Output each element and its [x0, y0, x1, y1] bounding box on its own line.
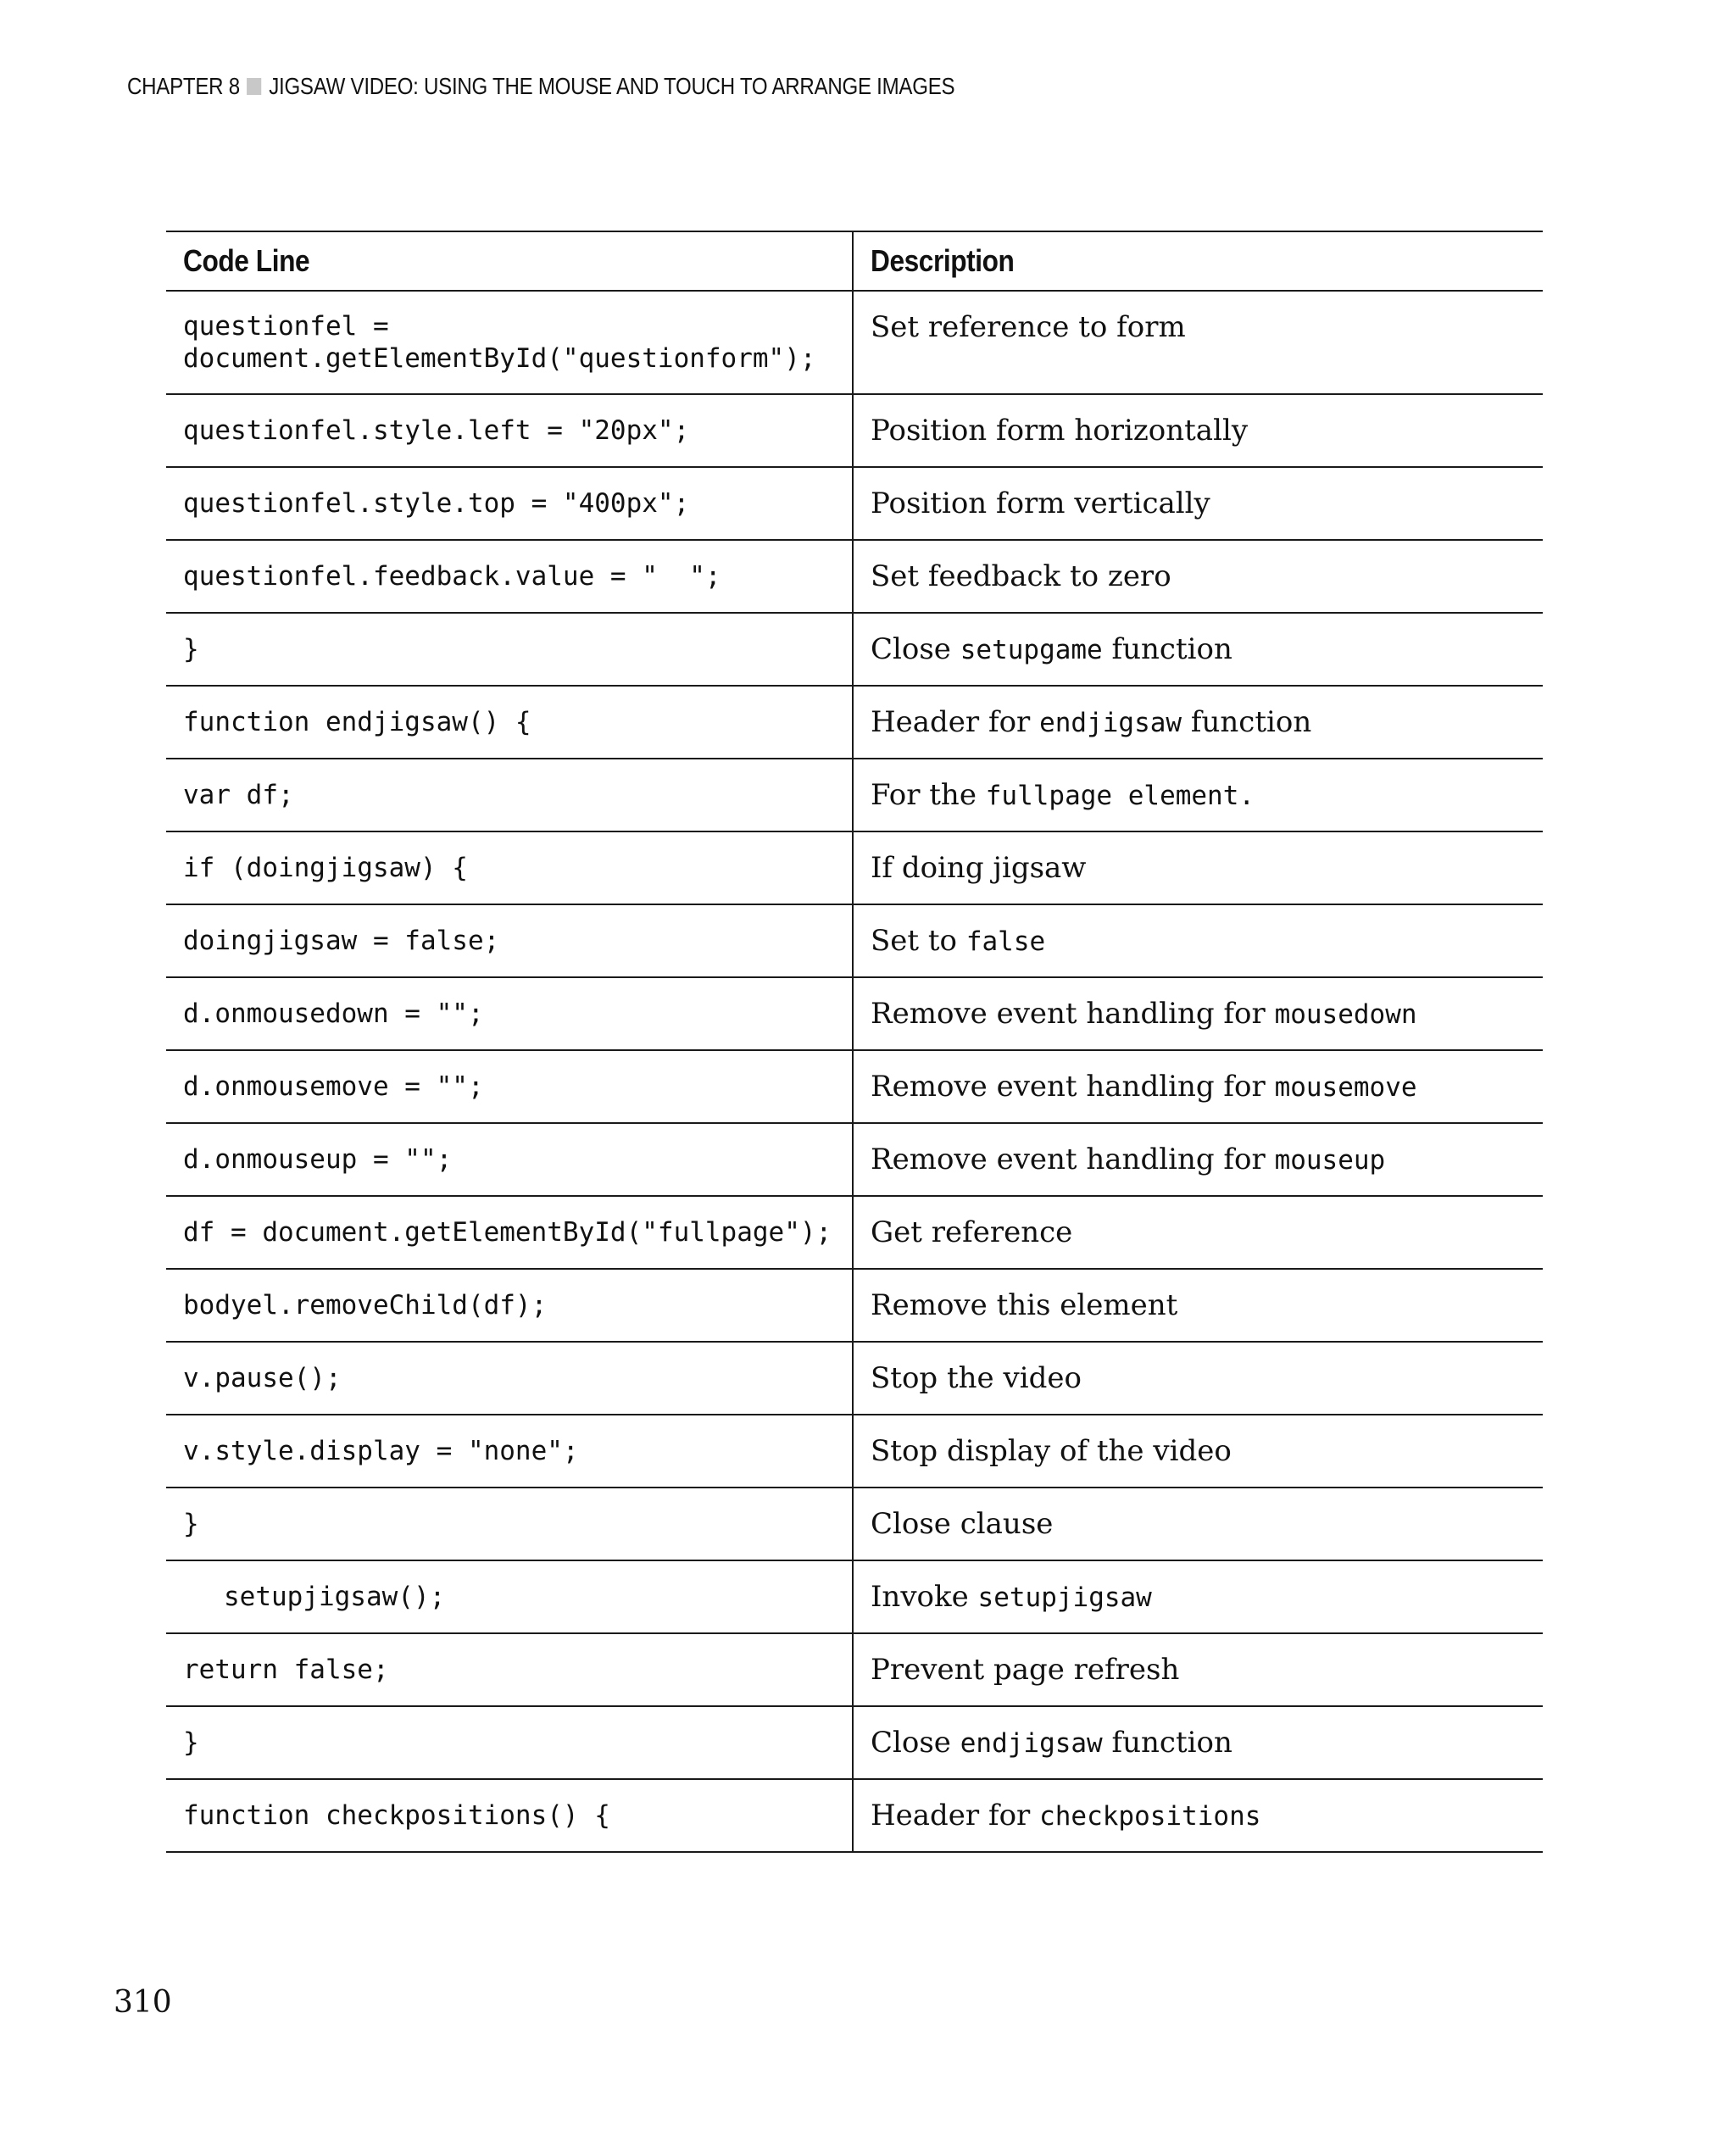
description-cell: Get reference — [871, 1215, 1073, 1249]
description-cell: Close clause — [871, 1506, 1054, 1541]
table-row — [166, 613, 1543, 686]
code-cell: var df; — [166, 759, 853, 831]
header-description: Description — [871, 243, 1015, 278]
code-cell: if (doingjigsaw) { — [166, 831, 853, 904]
description-cell: If doing jigsaw — [871, 850, 1087, 885]
description-cell: Close setupgame function — [871, 631, 1232, 666]
code-cell: d.onmousemove = ""; — [166, 1050, 853, 1123]
code-cell: } — [166, 613, 853, 686]
code-cell: d.onmouseup = ""; — [166, 1123, 853, 1196]
table-row — [166, 1269, 1543, 1342]
code-cell: questionfel.feedback.value = " "; — [166, 540, 853, 613]
code-cell: questionfel.style.top = "400px"; — [166, 467, 853, 540]
table-row — [166, 759, 1543, 831]
table-row — [166, 686, 1543, 759]
description-cell: Close endjigsaw function — [871, 1725, 1232, 1760]
header-code-line: Code Line — [166, 231, 853, 291]
chapter-label: CHAPTER 8 — [127, 73, 240, 99]
code-cell: function checkpositions() { — [166, 1779, 853, 1852]
table-row — [166, 291, 1543, 394]
description-cell: Position form vertically — [871, 486, 1210, 520]
description-cell: Remove event handling for mousemove — [871, 1069, 1417, 1104]
table-row — [166, 1706, 1543, 1779]
code-cell: doingjigsaw = false; — [166, 904, 853, 977]
table-row — [166, 831, 1543, 904]
description-cell: Position form horizontally — [871, 413, 1249, 448]
description-cell: Invoke setupjigsaw — [871, 1579, 1152, 1614]
description-cell: Remove event handling for mouseup — [871, 1142, 1386, 1176]
table-row — [166, 1488, 1543, 1560]
description-cell: For the fullpage element. — [871, 777, 1255, 812]
code-cell: questionfel = document.getElementById("questionform"); — [166, 291, 853, 394]
code-cell: bodyel.removeChild(df); — [166, 1269, 853, 1342]
table-row — [166, 1415, 1543, 1488]
code-cell: d.onmousedown = ""; — [166, 977, 853, 1050]
description-cell: Set reference to form — [871, 310, 1186, 344]
description-cell: Set feedback to zero — [871, 559, 1171, 593]
table-row — [166, 394, 1543, 467]
code-cell: function endjigsaw() { — [166, 686, 853, 759]
code-cell: } — [166, 1488, 853, 1560]
table-row — [166, 1560, 1543, 1633]
table-row — [166, 1123, 1543, 1196]
chapter-title: JIGSAW VIDEO: USING THE MOUSE AND TOUCH TO ARRANGE IMAGES — [269, 73, 955, 99]
running-head — [127, 73, 954, 100]
table-row — [166, 540, 1543, 613]
code-cell: } — [166, 1706, 853, 1779]
table-row — [166, 904, 1543, 977]
code-description-table — [166, 231, 1543, 1853]
table-row — [166, 977, 1543, 1050]
code-cell: return false; — [166, 1633, 853, 1706]
description-cell: Header for checkpositions — [871, 1798, 1261, 1832]
code-cell: v.pause(); — [166, 1342, 853, 1415]
code-cell: v.style.display = "none"; — [166, 1415, 853, 1488]
code-cell: setupjigsaw(); — [166, 1560, 853, 1633]
description-cell: Stop display of the video — [871, 1433, 1232, 1468]
description-cell: Stop the video — [871, 1360, 1082, 1395]
code-cell: questionfel.style.left = "20px"; — [166, 394, 853, 467]
description-cell: Remove this element — [871, 1287, 1178, 1322]
table-row — [166, 1050, 1543, 1123]
description-cell: Prevent page refresh — [871, 1652, 1180, 1687]
page-number: 310 — [114, 1985, 172, 2020]
table-row — [166, 1779, 1543, 1852]
separator-square-icon — [247, 78, 261, 95]
description-cell: Remove event handling for mousedown — [871, 996, 1417, 1031]
description-cell: Header for endjigsaw function — [871, 704, 1312, 739]
description-cell: Set to false — [871, 923, 1046, 958]
table-row — [166, 1342, 1543, 1415]
table-row — [166, 1633, 1543, 1706]
table-row — [166, 467, 1543, 540]
table-header-row — [166, 231, 1543, 291]
code-cell: df = document.getElementById("fullpage"); — [166, 1196, 853, 1269]
table-row — [166, 1196, 1543, 1269]
